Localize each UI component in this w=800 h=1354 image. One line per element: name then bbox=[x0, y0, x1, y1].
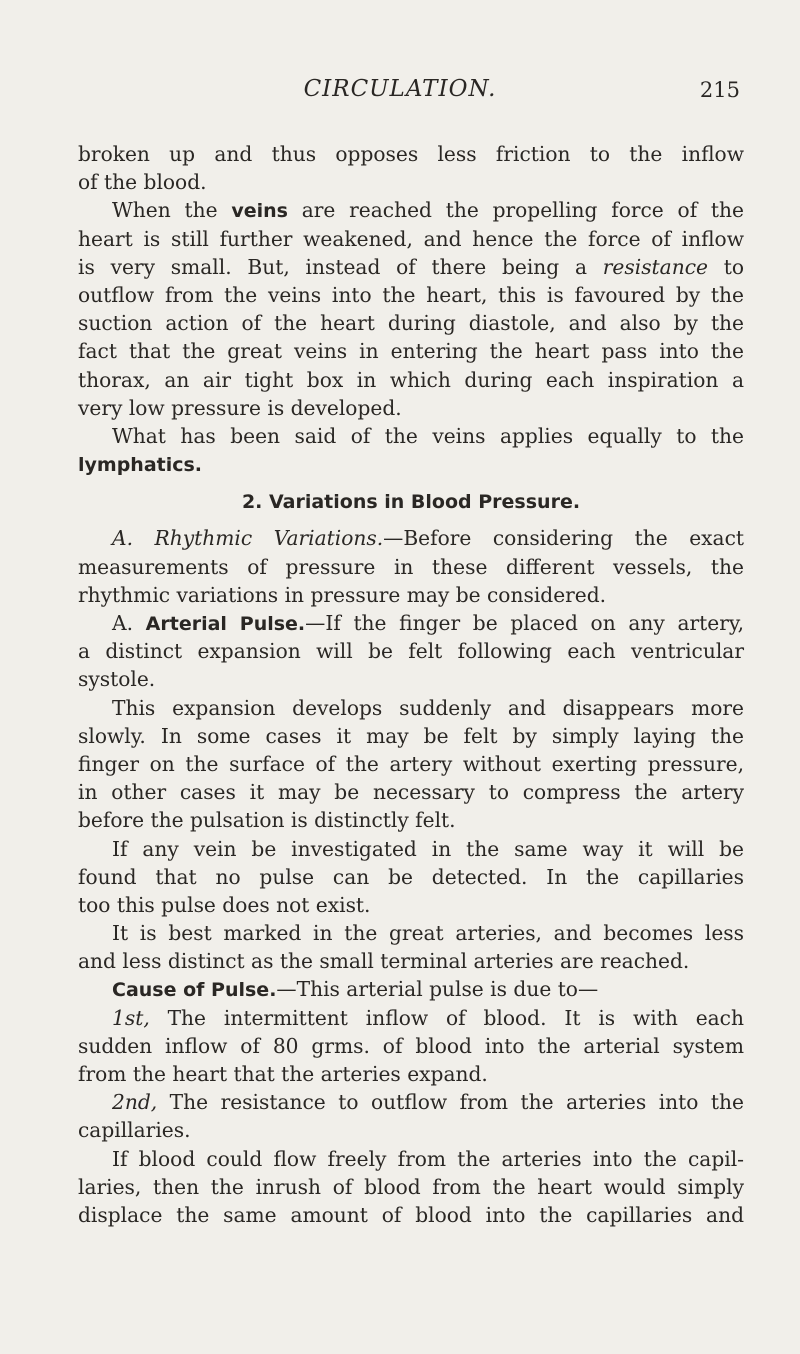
bold-term: 2. Variations in Blood Pressure. bbox=[241, 491, 581, 514]
text-line bbox=[78, 366, 744, 394]
italic-term: resistance bbox=[602, 254, 708, 279]
text-segment: too this pulse does not exist. bbox=[78, 892, 371, 917]
text-segment: in other cases it may be necessary to compress the artery bbox=[78, 780, 744, 805]
text-segment: displace the same amount of blood into the capillaries and bbox=[78, 1202, 744, 1227]
text-segment: before the pulsation is distinctly felt. bbox=[78, 808, 456, 833]
body-text bbox=[78, 140, 744, 1229]
bold-term: Cause of Pulse. bbox=[112, 979, 277, 1002]
text-segment: laries, then the inrush of blood from the heart would simply bbox=[78, 1174, 744, 1199]
text-segment: heart is still further weakened, and hence the force of inflow bbox=[78, 226, 744, 251]
text-line bbox=[78, 524, 744, 552]
bold-term: veins bbox=[231, 200, 288, 223]
text-segment: to bbox=[707, 254, 745, 279]
text-segment: very low pressure is developed. bbox=[78, 395, 402, 420]
text-segment: slowly. In some cases it may be felt by simply laying the bbox=[78, 723, 744, 748]
text-line bbox=[78, 196, 744, 224]
section-heading bbox=[78, 487, 744, 515]
text-line bbox=[78, 337, 744, 365]
text-segment: measurements of pressure in these different vessels, the bbox=[78, 554, 744, 579]
text-line bbox=[78, 835, 744, 863]
page-number: 215 bbox=[699, 78, 740, 102]
text-line bbox=[78, 1060, 744, 1088]
text-segment: —Before considering the exact bbox=[383, 526, 744, 551]
text-segment: are reached the propelling force of the bbox=[287, 198, 744, 223]
text-line bbox=[78, 778, 744, 806]
text-segment: The intermittent inflow of blood. It is with each bbox=[149, 1005, 744, 1030]
text-segment: When the bbox=[112, 198, 232, 223]
text-segment: rhythmic variations in pressure may be considered. bbox=[78, 582, 607, 607]
italic-term: A. Rhythmic Variations. bbox=[112, 526, 384, 551]
text-line bbox=[78, 309, 744, 337]
text-segment: It is best marked in the great arteries, and becomes less bbox=[112, 921, 744, 946]
text-segment: and less distinct as the small terminal arteries are reached. bbox=[78, 949, 690, 974]
text-segment: of the blood. bbox=[78, 170, 207, 195]
running-head bbox=[0, 76, 800, 110]
text-line bbox=[78, 1173, 744, 1201]
text-line bbox=[78, 253, 744, 281]
text-line bbox=[78, 750, 744, 778]
text-line bbox=[78, 1004, 744, 1032]
text-line bbox=[78, 665, 744, 693]
text-line bbox=[78, 806, 744, 834]
text-segment: If any vein be investigated in the same way it will be bbox=[112, 836, 744, 861]
text-segment: suction action of the heart during diastole, and also by the bbox=[78, 311, 744, 336]
text-line bbox=[78, 1088, 744, 1116]
italic-term: 1st, bbox=[112, 1005, 150, 1030]
running-title: CIRCULATION. bbox=[303, 76, 497, 102]
text-line bbox=[78, 225, 744, 253]
text-line bbox=[78, 168, 744, 196]
text-segment: outflow from the veins into the heart, this is favoured by the bbox=[78, 282, 744, 307]
text-segment: What has been said of the veins applies equally to the bbox=[112, 423, 744, 448]
bold-term: Arterial Pulse. bbox=[145, 613, 306, 635]
text-segment: finger on the surface of the artery without exerting pressure, bbox=[78, 751, 744, 776]
text-line bbox=[78, 1116, 744, 1144]
text-line bbox=[78, 1032, 744, 1060]
text-line bbox=[78, 863, 744, 891]
text-line bbox=[78, 694, 744, 722]
text-line bbox=[78, 975, 744, 1003]
text-segment: sudden inflow of 80 grms. of blood into the arterial system bbox=[78, 1033, 744, 1058]
text-segment: This expansion develops suddenly and disappears more bbox=[112, 695, 744, 720]
text-line bbox=[78, 553, 744, 581]
text-segment: capillaries. bbox=[78, 1118, 191, 1143]
text-line bbox=[78, 581, 744, 609]
text-line bbox=[78, 637, 744, 665]
text-line bbox=[78, 1201, 744, 1229]
text-line bbox=[78, 394, 744, 422]
text-line bbox=[78, 891, 744, 919]
text-line bbox=[78, 609, 744, 637]
text-segment: A. bbox=[112, 611, 146, 635]
italic-term: 2nd, bbox=[112, 1090, 158, 1115]
text-segment: thorax, an air tight box in which during each inspiration a bbox=[78, 367, 744, 392]
text-segment: systole. bbox=[78, 667, 156, 692]
text-segment: The resistance to outflow from the arteries into the bbox=[157, 1090, 744, 1115]
text-segment: from the heart that the arteries expand. bbox=[78, 1062, 488, 1086]
bold-term: lymphatics. bbox=[78, 454, 203, 477]
text-line bbox=[78, 722, 744, 750]
text-line bbox=[78, 281, 744, 309]
text-segment: —If the finger be placed on any artery, bbox=[305, 611, 744, 635]
text-segment: fact that the great veins in entering the heart pass into the bbox=[78, 339, 744, 364]
text-line bbox=[78, 140, 744, 168]
text-segment: found that no pulse can be detected. In the capillaries bbox=[78, 864, 744, 889]
text-line bbox=[78, 422, 744, 450]
text-segment: broken up and thus opposes less friction to the inflow bbox=[78, 142, 744, 166]
text-segment: —This arterial pulse is due to— bbox=[276, 977, 599, 1002]
text-line bbox=[78, 450, 744, 478]
text-segment: is very small. But, instead of there being a bbox=[78, 254, 603, 279]
text-line bbox=[78, 947, 744, 975]
text-segment: If blood could flow freely from the arteries into the capil- bbox=[112, 1146, 744, 1171]
text-line bbox=[78, 919, 744, 947]
text-line bbox=[78, 1145, 744, 1173]
text-segment: a distinct expansion will be felt following each ventricular bbox=[78, 639, 744, 664]
